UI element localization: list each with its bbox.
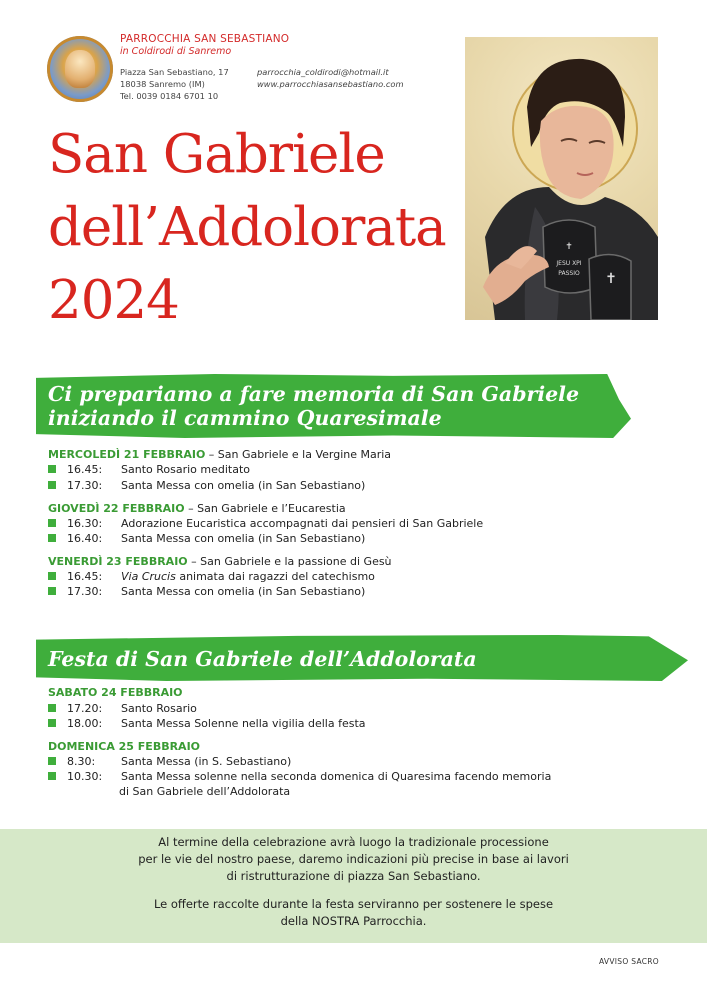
item-location: (in San Sebastiano) (254, 532, 366, 545)
bullet-square-icon (48, 772, 56, 780)
bullet-square-icon (48, 719, 56, 727)
notice-line: per le vie del nostro paese, daremo indicazioni più precise in base ai lavori (138, 852, 569, 866)
schedule-item (48, 585, 365, 598)
section2-heading: Festa di San Gabriele dell’Addolorata (48, 647, 477, 671)
notice-line: Le offerte raccolte durante la festa serviranno per sostenere le spese (153, 897, 554, 911)
section1-heading (48, 382, 579, 430)
item-text: Santa Messa con omelia (121, 585, 255, 598)
parish-logo (47, 36, 113, 102)
item-time: 16.45: (67, 570, 103, 583)
title-line-2: dell’Addolorata (48, 197, 446, 258)
item-text: Santa Messa Solenne nella vigilia della festa (121, 717, 366, 730)
schedule-item (48, 755, 291, 768)
email-address[interactable]: parrocchia_coldirodi@hotmail.it (257, 67, 389, 77)
svg-text:✝: ✝ (605, 271, 617, 287)
schedule-item-continuation: di San Gabriele dell’Addolorata (119, 785, 291, 798)
badge-text-1: JESU XPI (556, 260, 582, 267)
phone-number: Tel. 0039 0184 6701 10 (120, 91, 219, 101)
section1-heading-line-1: Ci prepariamo a fare memoria di San Gabriele (48, 382, 579, 406)
notice-line: Al termine della celebrazione avrà luogo la tradizionale processione (158, 835, 549, 849)
bullet-square-icon (48, 572, 56, 580)
item-text: Santa Messa solenne nella seconda domenica di Quaresima facendo memoria (121, 770, 552, 783)
day-heading (48, 740, 200, 753)
item-time: 17.30: (67, 585, 103, 598)
offerings-notice (0, 896, 707, 930)
day-date: DOMENICA 25 FEBBRAIO (48, 740, 201, 753)
avviso-sacro-label: AVVISO SACRO (598, 957, 659, 966)
bullet-square-icon (48, 519, 56, 527)
procession-notice (0, 834, 707, 885)
parish-address (120, 66, 229, 102)
day-date: MERCOLEDÌ 21 FEBBRAIO (48, 448, 206, 461)
day-heading (48, 555, 392, 568)
schedule-item (48, 479, 365, 492)
parish-online-contacts (257, 66, 404, 90)
badge-cross-icon: ✝ (565, 242, 573, 252)
day-date: GIOVEDÌ 22 FEBBRAIO (48, 502, 185, 515)
item-text: animata dai ragazzi del catechismo (175, 570, 375, 583)
address-line-2: 18038 Sanremo (IM) (120, 79, 205, 89)
item-time: 8.30: (67, 755, 96, 768)
day-heading (48, 448, 391, 461)
notice-line: della NOSTRA Parrocchia. (280, 914, 427, 928)
parish-name: PARROCCHIA SAN SEBASTIANO (120, 33, 290, 45)
saint-portrait (465, 37, 658, 320)
schedule-item (48, 570, 375, 583)
day-theme: – San Gabriele e la passione di Gesù (187, 555, 392, 568)
parish-location: in Coldirodi di Sanremo (120, 46, 232, 57)
schedule-item (48, 717, 366, 730)
bullet-square-icon (48, 757, 56, 765)
item-location: (in San Sebastiano) (254, 479, 366, 492)
item-text: Santo Rosario (121, 702, 197, 715)
bullet-square-icon (48, 587, 56, 595)
item-time: 10.30: (67, 770, 103, 783)
schedule-item (48, 463, 250, 476)
address-line-1: Piazza San Sebastiano, 17 (120, 67, 229, 77)
schedule-item (48, 532, 365, 545)
item-text: Adorazione Eucaristica accompagnati dai pensieri di San Gabriele (121, 517, 484, 530)
bullet-square-icon (48, 534, 56, 542)
notice-box (0, 829, 707, 943)
bullet-square-icon (48, 704, 56, 712)
schedule-item (48, 770, 551, 783)
day-theme: – San Gabriele e la Vergine Maria (205, 448, 392, 461)
item-location: (in San Sebastiano) (254, 585, 366, 598)
day-date: SABATO 24 FEBBRAIO (48, 686, 183, 699)
page-title (48, 118, 446, 337)
item-text: Santa Messa con omelia (121, 532, 255, 545)
title-year: 2024 (48, 270, 179, 331)
item-time: 16.45: (67, 463, 103, 476)
bullet-square-icon (48, 481, 56, 489)
item-text: Santa Messa (in S. Sebastiano) (121, 755, 292, 768)
item-text: Santa Messa con omelia (121, 479, 255, 492)
badge-text-2: PASSIO (558, 270, 580, 277)
item-text: Santo Rosario meditato (121, 463, 251, 476)
section1-heading-line-2: iniziando il cammino Quaresimale (48, 406, 442, 430)
day-theme: – San Gabriele e l’Eucarestia (184, 502, 346, 515)
item-time: 17.30: (67, 479, 103, 492)
schedule-item (48, 702, 197, 715)
day-heading (48, 686, 183, 699)
item-time: 16.40: (67, 532, 103, 545)
notice-line: di ristrutturazione di piazza San Sebastiano. (226, 869, 481, 883)
day-heading (48, 502, 346, 515)
schedule-item (48, 517, 483, 530)
item-time: 16.30: (67, 517, 103, 530)
item-time: 17.20: (67, 702, 103, 715)
bullet-square-icon (48, 465, 56, 473)
item-time: 18.00: (67, 717, 103, 730)
day-date: VENERDÌ 23 FEBBRAIO (48, 555, 188, 568)
item-text-italic: Via Crucis (121, 570, 176, 583)
title-line-1: San Gabriele (48, 124, 385, 185)
website-link[interactable]: www.parrocchiasansebastiano.com (257, 79, 404, 89)
